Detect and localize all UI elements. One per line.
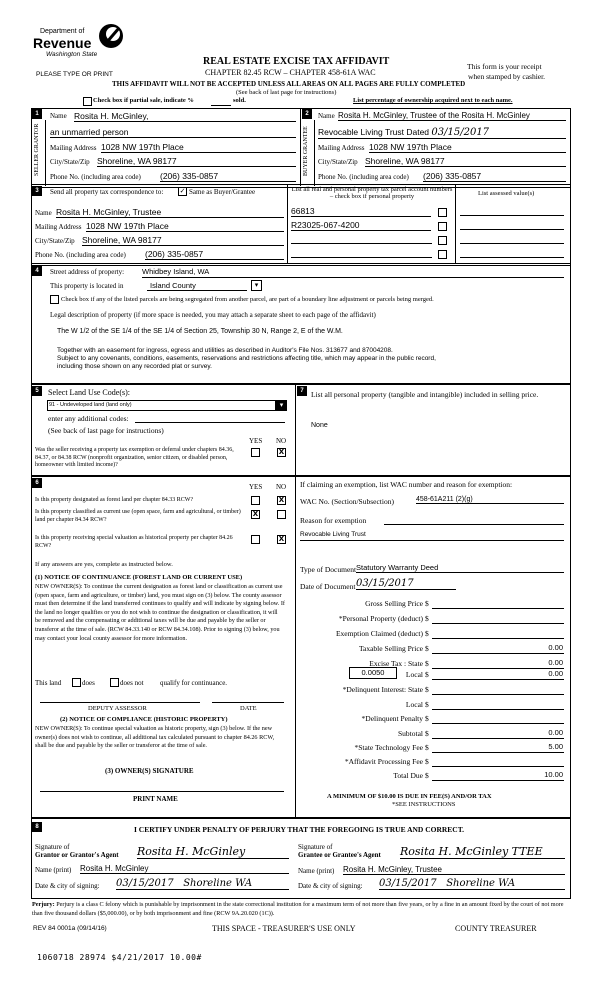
seller-name-2[interactable]: an unmarried person — [50, 127, 296, 138]
tax-row-label: Local — [405, 670, 423, 679]
please-type: PLEASE TYPE OR PRINT — [36, 71, 113, 78]
buyer-city[interactable]: Shoreline, WA 98177 — [365, 156, 566, 167]
tax-row-label: *Affidavit Processing Fee — [344, 757, 423, 766]
see-back: (See back of last page for instructions) — [236, 89, 337, 96]
receipt-note-2: when stamped by cashier. — [468, 72, 546, 81]
same-as-buyer-checkbox[interactable]: ✓ — [179, 187, 186, 195]
forest-q1-no[interactable]: X — [278, 496, 285, 504]
corr-phone[interactable]: (206) 335-0857 — [145, 249, 284, 260]
tax-row-value[interactable]: 0.00 — [548, 643, 563, 652]
tax-row-dollar: $ — [425, 659, 429, 668]
forest-q2: Is this property classified as current use (open space, farm and agricultural, or timber) land per chapter 84.34 RCW? — [35, 509, 241, 523]
section-3-badge: 3 — [32, 186, 42, 196]
tax-row-label: *Delinquent Interest: State — [342, 685, 423, 694]
forest-q1: Is this property designated as forest land per chapter 84.33 RCW? — [35, 497, 194, 503]
land-use-select[interactable]: 91 - Undeveloped land (land only) — [47, 400, 276, 411]
form-number: REV 84 0001a (09/14/16) — [33, 925, 107, 932]
tax-row-label: Gross Selling Price — [365, 599, 423, 608]
dept-line2: Revenue — [33, 35, 92, 51]
tax-row-dollar: $ — [425, 685, 429, 694]
seller-side-label: SELLER GRANTOR — [34, 123, 40, 176]
tax-row-value[interactable]: 10.00 — [544, 770, 563, 779]
section-6-badge: 6 — [32, 478, 42, 488]
land-does-checkbox[interactable] — [72, 678, 81, 687]
tax-row-value[interactable]: 0.00 — [548, 669, 563, 678]
grantor-print-name[interactable]: Rosita H. McGinley — [80, 864, 289, 874]
exemption-question: Was the seller receiving a property tax exemption or deferral under chapters 84.36, 84.37, or 84.38 RCW (nonprofit organization, senior citizen, or disabled person, homeowner with limited income)? — [35, 447, 234, 468]
tax-row-value[interactable]: 0.00 — [548, 658, 563, 667]
parcel-2[interactable]: R23025-067-4200 — [291, 220, 431, 231]
parcel-2-checkbox[interactable] — [438, 222, 447, 231]
minimum-note: A MINIMUM OF $10.00 IS DUE IN FEE(S) AND/OR TAX — [327, 793, 492, 800]
dept-line3: Washington State — [46, 51, 98, 58]
document-type[interactable]: Statutory Warranty Deed — [356, 563, 564, 573]
tax-row-label: Taxable Selling Price — [358, 644, 423, 653]
grantee-date-city[interactable]: 03/15/2017 Shoreline WA — [379, 878, 565, 890]
legal-label: Legal description of property (if more space is needed, you may attach a separate sheet to each page of the affidavit) — [50, 311, 376, 319]
tax-row-label: Subtotal — [397, 729, 423, 738]
sold-label: sold. — [233, 97, 246, 104]
exemption-yes-checkbox[interactable] — [251, 448, 260, 457]
tax-row-dollar: $ — [425, 629, 429, 638]
certify-statement: I CERTIFY UNDER PENALTY OF PERJURY THAT THE FOREGOING IS TRUE AND CORRECT. — [134, 825, 465, 834]
parcel-4-checkbox[interactable] — [438, 250, 447, 259]
tax-row-dollar: $ — [425, 700, 429, 709]
treasurer-space: THIS SPACE - TREASURER'S USE ONLY — [212, 924, 356, 933]
forest-q3-no[interactable]: X — [278, 535, 285, 543]
section-2-badge: 2 — [302, 109, 312, 119]
section-7-badge: 7 — [297, 386, 307, 396]
dept-line1: Department of — [40, 28, 85, 35]
local-rate-input[interactable]: 0.0050 — [349, 667, 397, 679]
legal-line-4: including those shown on any recorded plat or survey. — [57, 363, 212, 370]
forest-q3: Is this property receiving special valuation as historical property per chapter 84.26 RCW? — [35, 535, 233, 549]
seller-name-1[interactable]: Rosita H. McGinley, — [74, 111, 296, 122]
grantor-signature[interactable]: Rosita H. McGinley — [137, 845, 289, 859]
see-instructions: *SEE INSTRUCTIONS — [392, 801, 456, 808]
perjury-note: Perjury: Perjury is a class C felony which is punishable by imprisonment in the state correctional institution for a maximum term of not more than five years, or by a fine in an amount fixed by the court of not more than five thousand dollars ($5,000.00), or by both imprisonment and fine (RCW 9A.20.020 (1C)). — [32, 901, 564, 917]
parcel-3-checkbox[interactable] — [438, 236, 447, 245]
section-4-badge: 4 — [32, 266, 42, 276]
property-street[interactable]: Whidbey Island, WA — [142, 267, 210, 276]
personal-property-label: List all personal property (tangible and intangible) included in selling price. — [311, 390, 539, 399]
buyer-phone[interactable]: (206) 335-0857 — [423, 171, 566, 182]
forest-q2-no[interactable] — [277, 510, 286, 519]
buyer-name-2[interactable]: Revocable Living Trust Dated 03/15/2017 — [318, 127, 566, 139]
tax-row-dollar: $ — [425, 743, 429, 752]
section-1-badge: 1 — [32, 109, 42, 119]
partial-sale-checkbox[interactable] — [83, 97, 92, 106]
forest-q1-yes[interactable] — [251, 496, 260, 505]
segregate-checkbox[interactable] — [50, 295, 59, 304]
notice-1-text: NEW OWNER(S): To continue the current designation as forest land or classification as current use (open space, farm and agriculture, or timber) land, you must sign on (3) below. The county assessor must then determine if the land transferred continues to qualify and will indicate by signing below. If the land no longer qualifies or you do not wish to continue the designation or classification, it will be removed and the compensating or additional taxes will be due and payable by the seller or transferor at the time of sale. (RCW 84.33.140 or RCW 84.34.108). Prior to signing (3) below, you may contact your local county assessor for more information. — [35, 583, 285, 642]
wac-number[interactable]: 458-61A211 (2)(g) — [416, 496, 564, 504]
corr-address[interactable]: 1028 NW 197th Place — [86, 221, 284, 232]
forest-q2-yes[interactable]: X — [252, 510, 259, 518]
grantee-signature[interactable]: Rosita H. McGinley TTEE — [400, 845, 565, 859]
form-title: REAL ESTATE EXCISE TAX AFFIDAVIT — [203, 56, 390, 67]
section-5-badge: 5 — [32, 386, 42, 396]
grantor-date-city[interactable]: 03/15/2017 Shoreline WA — [116, 878, 289, 890]
tax-row-label: *Personal Property (deduct) — [338, 614, 423, 623]
forest-q3-yes[interactable] — [251, 535, 260, 544]
corr-city[interactable]: Shoreline, WA 98177 — [82, 235, 284, 246]
tax-row-dollar: $ — [425, 644, 429, 653]
exemption-no-checkbox[interactable]: X — [278, 448, 285, 456]
tax-row-dollar: $ — [425, 599, 429, 608]
assessed-header: List assessed value(s) — [478, 190, 535, 197]
chapter: CHAPTER 82.45 RCW – CHAPTER 458-61A WAC — [205, 68, 376, 77]
seller-phone[interactable]: (206) 335-0857 — [160, 171, 296, 182]
legal-line-3: Subject to any covenants, conditions, easements, reservations and restrictions affecting title, which may appear in the public record, — [57, 355, 436, 362]
parcels-header: List all real and personal property tax parcel account numbers – check box if personal property — [291, 186, 453, 200]
tax-row-label: Total Due — [393, 771, 423, 780]
seller-city[interactable]: Shoreline, WA 98177 — [97, 156, 296, 167]
grantee-print-name[interactable]: Rosita H. McGinley, Trustee — [343, 865, 565, 875]
parcel-1-checkbox[interactable] — [438, 208, 447, 217]
legal-line-2: Together with an easement for ingress, egress and utilities as described in Auditor's File Nos. 313677 and 87004208. — [57, 347, 393, 354]
parcel-1[interactable]: 66813 — [291, 206, 431, 217]
tax-row-dollar: $ — [425, 714, 429, 723]
notice-2-text: NEW OWNER(S): To continue special valuation as historic property, sign (3) below. If the new owner(s) does not wish to continue, all additional tax calculated pursuant to chapter 84.26 RCW, shall be due and payable by the seller or transferor at the time of sale. — [35, 725, 275, 750]
tax-row-dollar: $ — [425, 670, 429, 679]
tax-row-value[interactable]: 5.00 — [548, 742, 563, 751]
personal-property-value[interactable]: None — [311, 422, 328, 429]
tax-row-value[interactable]: 0.00 — [548, 728, 563, 737]
document-date[interactable]: 03/15/2017 — [356, 578, 456, 590]
tax-row-label: Excise Tax : State — [369, 659, 423, 668]
exemption-reason[interactable]: Revocable Living Trust — [300, 531, 366, 538]
county-dropdown-icon[interactable]: ▾ — [251, 280, 262, 291]
tax-row-label: *Delinquent Penalty — [361, 714, 423, 723]
section-8-badge: 8 — [32, 822, 42, 832]
warning: THIS AFFIDAVIT WILL NOT BE ACCEPTED UNLESS ALL AREAS ON ALL PAGES ARE FULLY COMPLETED — [112, 80, 466, 88]
ownership-note: List percentage of ownership acquired next to each name. — [353, 97, 513, 104]
department-logo-icon — [97, 22, 125, 50]
seller-address[interactable]: 1028 NW 197th Place — [101, 142, 296, 153]
tax-row-dollar: $ — [425, 757, 429, 766]
tax-row-dollar: $ — [425, 771, 429, 780]
buyer-side-label: BUYER GRANTEE — [303, 126, 309, 176]
legal-line-1: The W 1/2 of the SE 1/4 of the SE 1/4 of Section 25, Township 30 N, Range 2, E of the W.M. — [57, 328, 343, 335]
county-treasurer: COUNTY TREASURER — [455, 924, 537, 933]
land-use-dropdown-icon[interactable]: ▾ — [276, 400, 287, 411]
corr-name[interactable]: Rosita H. McGinley, Trustee — [56, 207, 284, 218]
receipt-note-1: This form is your receipt — [467, 62, 542, 71]
tax-row-dollar: $ — [425, 729, 429, 738]
tax-row-label: Local — [405, 700, 423, 709]
buyer-name-1[interactable]: Rosita H. McGinley, Trustee of the Rosita H. McGinley — [338, 111, 566, 121]
buyer-address[interactable]: 1028 NW 197th Place — [369, 142, 566, 153]
tax-row-dollar: $ — [425, 614, 429, 623]
land-does-not-checkbox[interactable] — [110, 678, 119, 687]
partial-sale-label: Check box if partial sale, indicate % — [93, 97, 194, 104]
tax-row-label: Exemption Claimed (deduct) — [335, 629, 423, 638]
cashier-stamp: 1060718 28974 $4/21/2017 10.00# — [37, 953, 202, 962]
property-county[interactable]: Island County — [150, 281, 196, 290]
tax-row-label: *State Technology Fee — [354, 743, 423, 752]
